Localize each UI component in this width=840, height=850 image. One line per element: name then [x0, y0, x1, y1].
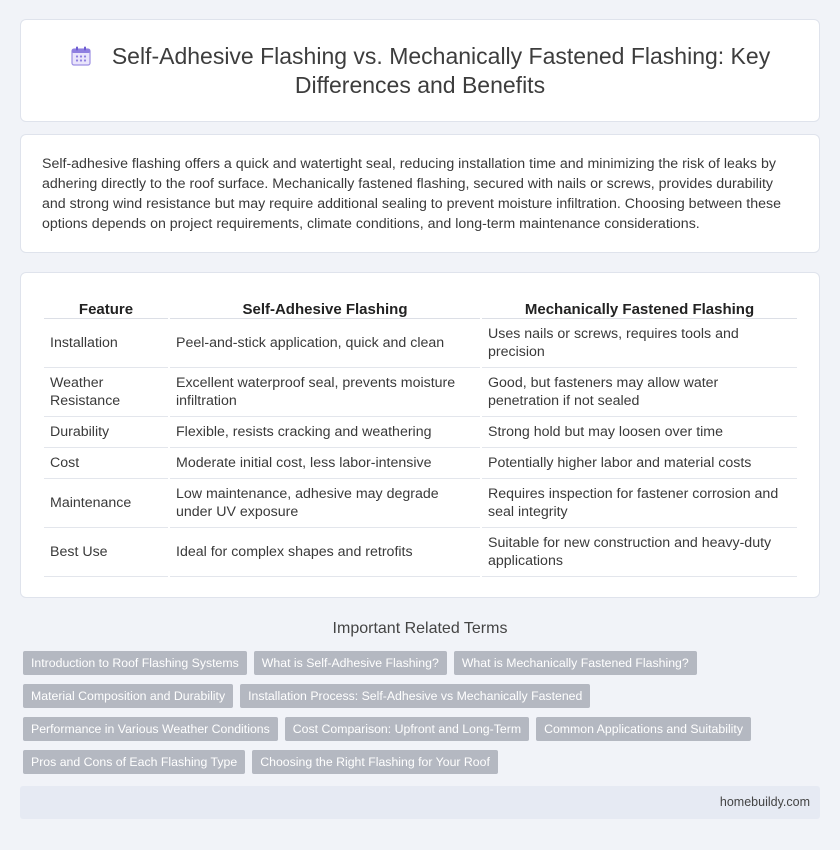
tag-link[interactable]: Pros and Cons of Each Flashing Type: [23, 750, 245, 774]
header-mechanically-fastened: Mechanically Fastened Flashing: [482, 297, 797, 319]
self-adhesive-cell: Moderate initial cost, less labor-intensive: [170, 448, 480, 479]
feature-cell: Weather Resistance: [44, 368, 168, 417]
tag-link[interactable]: Common Applications and Suitability: [536, 717, 751, 741]
tag-link[interactable]: Introduction to Roof Flashing Systems: [23, 651, 247, 675]
comparison-table: [42, 297, 799, 577]
tag-row: [23, 684, 823, 708]
footer-site-link[interactable]: homebuildy.com: [719, 795, 810, 809]
tag-link[interactable]: Material Composition and Durability: [23, 684, 233, 708]
feature-cell: Installation: [44, 319, 168, 368]
feature-cell: Cost: [44, 448, 168, 479]
mechanical-cell: Strong hold but may loosen over time: [482, 417, 797, 448]
self-adhesive-cell: Peel-and-stick application, quick and clean: [170, 319, 480, 368]
tag-row: [23, 717, 823, 741]
tag-link[interactable]: Choosing the Right Flashing for Your Roof: [252, 750, 498, 774]
feature-cell: Best Use: [44, 528, 168, 577]
title-card: [20, 19, 820, 122]
header-self-adhesive: Self-Adhesive Flashing: [170, 297, 480, 319]
mechanical-cell: Good, but fasteners may allow water penetration if not sealed: [482, 368, 797, 417]
mechanical-cell: Uses nails or screws, requires tools and precision: [482, 319, 797, 368]
intro-card: [20, 134, 820, 253]
related-terms-tags: [23, 651, 823, 783]
page-title-row: [21, 42, 819, 100]
tag-link[interactable]: What is Mechanically Fastened Flashing?: [454, 651, 697, 675]
self-adhesive-cell: Ideal for complex shapes and retrofits: [170, 528, 480, 577]
related-terms-heading: Important Related Terms: [332, 620, 508, 637]
calendar-icon: [70, 45, 92, 67]
table-row: [44, 368, 797, 417]
mechanical-cell: Potentially higher labor and material costs: [482, 448, 797, 479]
feature-cell: Durability: [44, 417, 168, 448]
tag-row: [23, 750, 823, 774]
table-row: [44, 448, 797, 479]
page-title: Self-Adhesive Flashing vs. Mechanically Fastened Flashing: Key Differences and Benefits: [111, 43, 771, 98]
self-adhesive-cell: Excellent waterproof seal, prevents moisture infiltration: [170, 368, 480, 417]
mechanical-cell: Suitable for new construction and heavy-duty applications: [482, 528, 797, 577]
tag-link[interactable]: What is Self-Adhesive Flashing?: [254, 651, 447, 675]
intro-paragraph: Self-adhesive flashing offers a quick and watertight seal, reducing installation time and minimizing the risk of leaks by adhering directly to the roof surface. Mechanically fastened flashing, secured with nails or screws, provides durability and strong wind resistance but may require additional sealing to prevent moisture infiltration. Choosing between these options depends on project requirements, climate conditions, and long-term maintenance considerations.: [42, 156, 781, 232]
table-row: [44, 479, 797, 528]
feature-cell: Maintenance: [44, 479, 168, 528]
comparison-card: [20, 272, 820, 598]
self-adhesive-cell: Flexible, resists cracking and weathering: [170, 417, 480, 448]
tag-link[interactable]: Installation Process: Self-Adhesive vs Mechanically Fastened: [240, 684, 590, 708]
table-row: [44, 417, 797, 448]
table-row: [44, 528, 797, 577]
header-feature: Feature: [44, 297, 168, 319]
table-header-row: [44, 297, 797, 319]
footer: [20, 786, 820, 819]
self-adhesive-cell: Low maintenance, adhesive may degrade under UV exposure: [170, 479, 480, 528]
tag-link[interactable]: Performance in Various Weather Conditions: [23, 717, 278, 741]
tag-row: [23, 651, 823, 675]
mechanical-cell: Requires inspection for fastener corrosion and seal integrity: [482, 479, 797, 528]
tag-link[interactable]: Cost Comparison: Upfront and Long-Term: [285, 717, 529, 741]
table-row: [44, 319, 797, 368]
